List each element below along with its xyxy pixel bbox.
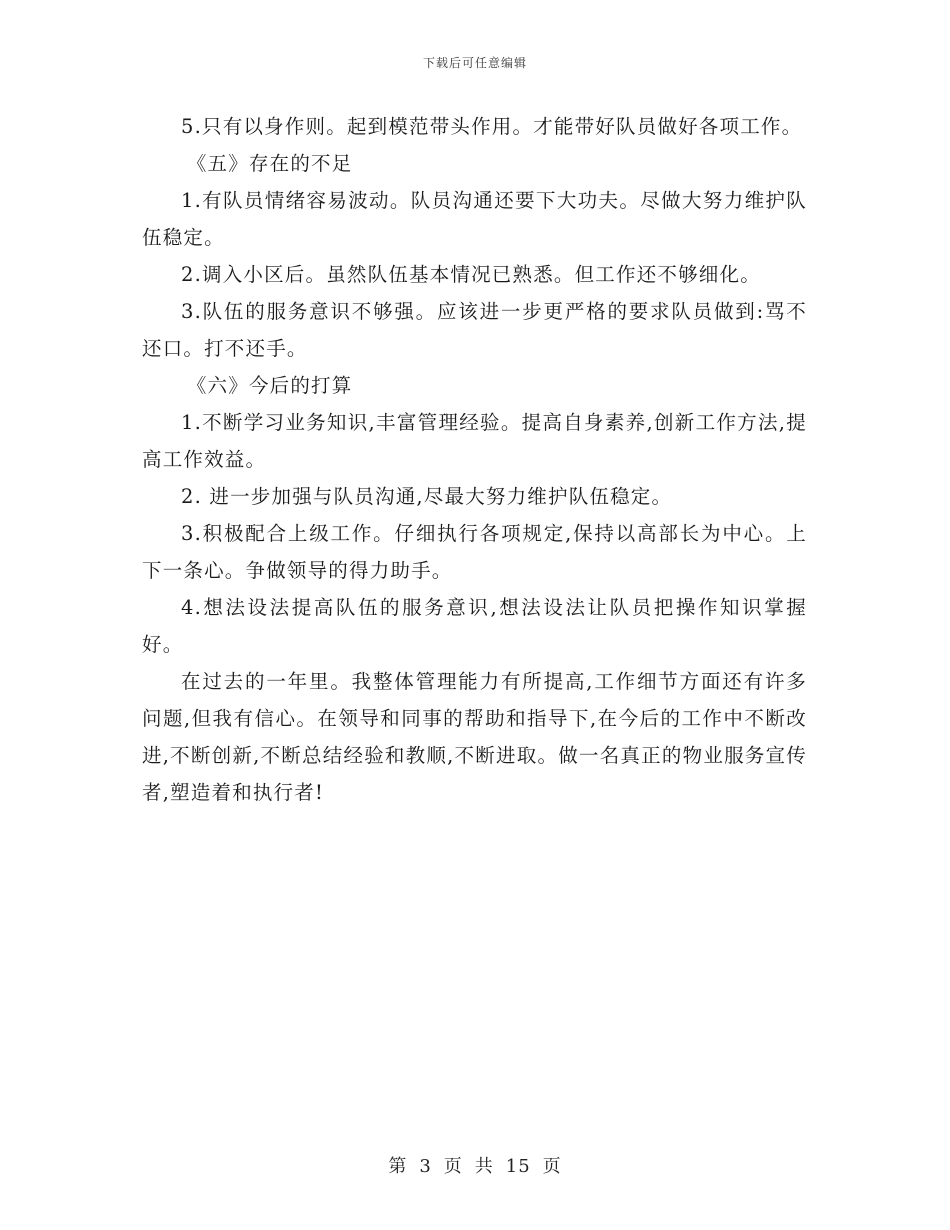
footer-total-label: 共 — [474, 1156, 494, 1177]
paragraph-shortcoming-3: 3.队伍的服务意识不够强。应该进一步更严格的要求队员做到:骂不还口。打不还手。 — [142, 300, 807, 360]
paragraph-plan-1: 1.不断学习业务知识,丰富管理经验。提高自身素养,创新工作方法,提高工作效益。 — [142, 411, 807, 471]
footer-suffix: 页 — [542, 1156, 562, 1177]
paragraph-item-5: 5.只有以身作则。起到模范带头作用。才能带好队员做好各项工作。 — [181, 115, 803, 138]
document-body — [142, 108, 807, 811]
current-page-number: 3 — [419, 1156, 432, 1177]
section-heading-plans: 《六》今后的打算 — [186, 374, 353, 397]
paragraph-plan-3: 3.积极配合上级工作。仔细执行各项规定,保持以高部长为中心。上下一条心。争做领导的得力助手。 — [142, 522, 807, 582]
footer-page-label: 页 — [443, 1156, 463, 1177]
paragraph-shortcoming-1: 1.有队员情绪容易波动。队员沟通还要下大功夫。尽做大努力维护队伍稳定。 — [142, 189, 807, 249]
paragraph-plan-2: 2. 进一步加强与队员沟通,尽最大努力维护队伍稳定。 — [181, 485, 673, 508]
footer-prefix: 第 — [388, 1156, 408, 1177]
paragraph-conclusion: 在过去的一年里。我整体管理能力有所提高,工作细节方面还有许多问题,但我有信心。在领导和同事的帮助和指导下,在今后的工作中不断改进,不断创新,不断总结经验和教顺,不断进取。做一名真正的物业服务宣传者,塑造着和执行者! — [142, 670, 807, 804]
paragraph-plan-4: 4.想法设法提高队伍的服务意识,想法设法让队员把操作知识掌握好。 — [142, 596, 807, 656]
total-pages-number: 15 — [505, 1156, 531, 1177]
paragraph-shortcoming-2: 2.调入小区后。虽然队伍基本情况已熟悉。但工作还不够细化。 — [181, 263, 761, 286]
page-footer — [0, 1152, 950, 1178]
page-header: 下载后可任意编辑 — [422, 56, 527, 70]
section-heading-shortcomings: 《五》存在的不足 — [186, 152, 353, 175]
